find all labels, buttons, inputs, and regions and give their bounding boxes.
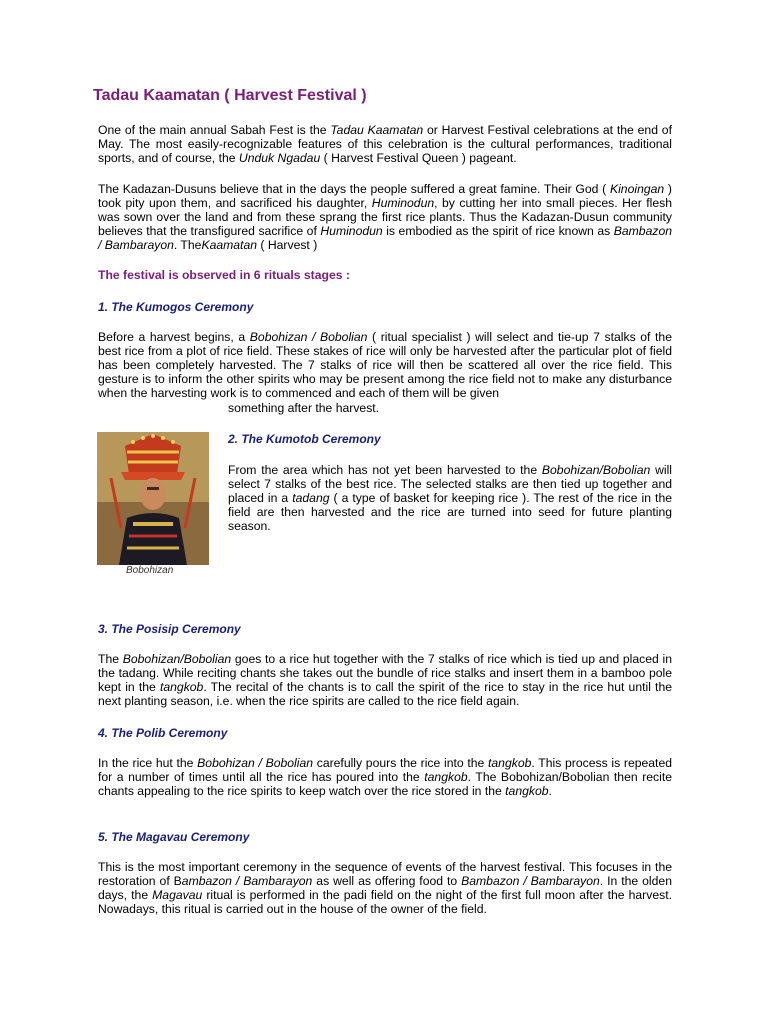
posisip-paragraph: The Bobohizan/Bobolian goes to a rice hut together with the 7 stalks of rice which is tied up and placed in the tadang. While reciting chants she takes out the bundle of rice stalks and insert them in a bamboo pole kept in the tangkob. The recital of the chants is to call the spirit of the rice to stay in the rice hut until the next planting season, i.e. when the rice spirits are called to the rice field again.	[98, 652, 673, 708]
photo-caption: Bobohizan	[126, 565, 174, 576]
kumogos-heading: 1. The Kumogos Ceremony	[98, 300, 254, 314]
page-title: Tadau Kaamatan ( Harvest Festival )	[93, 87, 367, 104]
kumotob-heading: 2. The Kumotob Ceremony	[228, 432, 381, 446]
magavau-heading: 5. The Magavau Ceremony	[98, 830, 250, 844]
polib-heading: 4. The Polib Ceremony	[98, 726, 228, 740]
magavau-paragraph: This is the most important ceremony in the sequence of events of the harvest festival. This focuses in the restoration of Bambazon / Bambarayon as well as offering food to Bambazon / Bambarayon. In the olden days, the Magavau ritual is performed in the padi field on the night of the first full moon after the harvest. Nowadays, this ritual is carried out in the house of the owner of the field.	[98, 860, 672, 916]
legend-paragraph: The Kadazan-Dusuns believe that in the days the people suffered a great famine. Their God ( Kinoingan ) took pity upon them, and sacrificed his daughter, Huminodun, by cutting her into small pieces. Her flesh was sown over the land and from these sprang the first rice plants. Thus the Kadazan-Dusun community believes that the transfigured sacrifice of Huminodun is embodied as the spirit of rice known as Bambazon / Bambarayon. TheKaamatan ( Harvest )	[98, 182, 672, 252]
kumogos-paragraph-end: something after the harvest.	[228, 401, 380, 415]
kumotob-paragraph: From the area which has not yet been harvested to the Bobohizan/Bobolian will select 7 stalks of the best rice. The selected stalks are then tied up together and placed in a tadang ( a type of basket for keeping rice ). The rest of the rice in the field are then harvested and the rice are turned into seed for future planting season.	[228, 463, 672, 533]
bobohizan-figure-icon	[97, 432, 209, 565]
intro-paragraph: One of the main annual Sabah Fest is the Tadau Kaamatan or Harvest Festival celebrations at the end of May. The most easily-recognizable features of this celebration is the cultural performances, traditional sports, and of course, the Unduk Ngadau ( Harvest Festival Queen ) pageant.	[98, 123, 672, 165]
kumogos-paragraph: Before a harvest begins, a Bobohizan / Bobolian ( ritual specialist ) will select and tie-up 7 stalks of the best rice from a plot of rice field. These stakes of rice will only be harvested after the particular plot of field has been completely harvested. The 7 stalks of rice will then be scattered all over the rice field. This gesture is to inform the other spirits who may be present among the rice field not to make any disturbance when the harvesting work is to commenced and each of them will be given	[98, 330, 672, 400]
bobohizan-photo	[97, 432, 209, 565]
polib-paragraph: In the rice hut the Bobohizan / Bobolian carefully pours the rice into the tangkob. This process is repeated for a number of times until all the rice has poured into the tangkob. The Bobohizan/Bobolian then recite chants appealing to the rice spirits to keep watch over the rice stored in the tangkob.	[98, 756, 673, 798]
posisip-heading: 3. The Posisip Ceremony	[98, 622, 241, 636]
stages-heading: The festival is observed in 6 rituals stages :	[98, 268, 350, 282]
